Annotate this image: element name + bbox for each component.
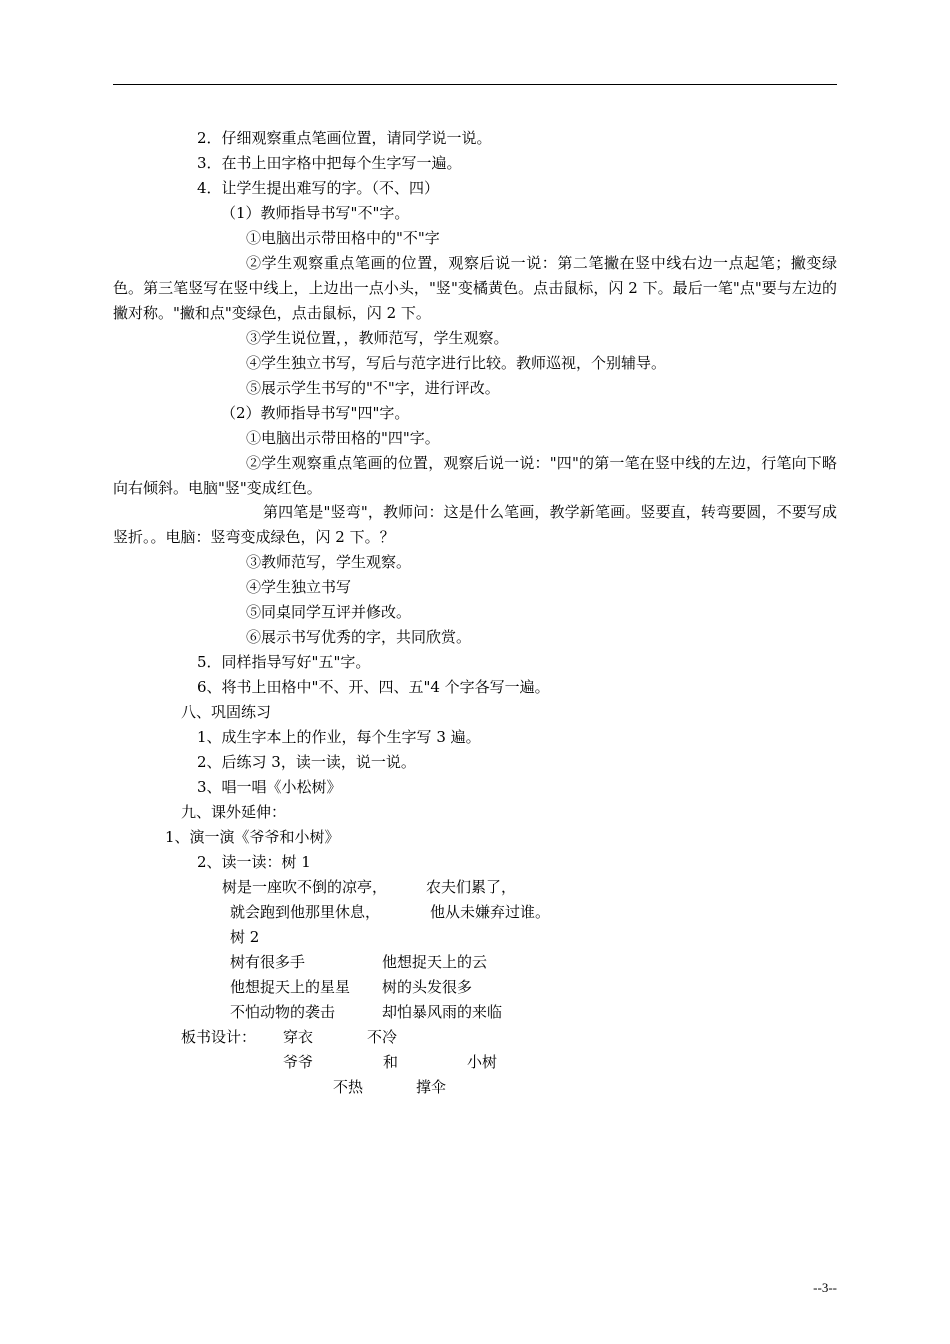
section-9-item-1: 1、演一演《爷爷和小树》 [165, 828, 340, 846]
board-bot-left: 不热 [333, 1078, 364, 1096]
poem1-line1-a: 树是一座吹不倒的凉亭， [222, 878, 388, 896]
section-9-heading: 九、课外延伸： [181, 803, 287, 821]
page-number: --3-- [813, 1280, 837, 1295]
step-2: 2．仔细观察重点笔画位置，请同学说一说。 [197, 129, 492, 147]
step-4: 4．让学生提出难写的字。（不、四） [197, 179, 440, 197]
substep-2-note: 第四笔是"竖弯"，教师问：这是什么笔画，教学新笔画。竖要直，转弯要圆，不要写成竖折。。电脑：竖弯变成绿色，闪 2 下。？ [113, 503, 837, 546]
section-8-item-2: 2、后练习 3，读一读，说一说。 [197, 753, 416, 771]
poem2-line1-a: 树有很多手 [230, 953, 306, 971]
substep-1-item-1: ①电脑出示带田格中的"不"字 [246, 229, 440, 247]
poem2-line2-b: 树的头发很多 [382, 978, 473, 996]
substep-1-item-4: ④学生独立书写，写后与范字进行比较。教师巡视，个别辅导。 [246, 354, 667, 372]
board-mid-center: 和 [383, 1053, 399, 1071]
poem2-line3-a: 不怕动物的袭击 [230, 1003, 336, 1021]
section-9-item-2: 2、读一读：树 1 [197, 853, 311, 871]
board-mid-right: 小树 [467, 1053, 498, 1071]
step-3: 3．在书上田字格中把每个生字写一遍。 [197, 154, 462, 172]
substep-2-item-1: ①电脑出示带田格的"四"字。 [246, 429, 440, 447]
poem2-title: 树 2 [230, 928, 260, 946]
step-5: 5．同样指导写好"五"字。 [197, 653, 371, 671]
section-8-heading: 八、巩固练习 [181, 703, 272, 721]
poem1-line1-b: 农夫们累了， [426, 878, 517, 896]
section-8-item-3: 3、唱一唱《小松树》 [197, 778, 342, 796]
substep-1-item-3: ③学生说位置，，教师范写，学生观察。 [246, 329, 509, 347]
step-6: 6、将书上田格中"不、开、四、五"4 个字各写一遍。 [197, 678, 550, 696]
substep-1-item-2: ②学生观察重点笔画的位置，观察后说一说：第二笔撇在竖中线右边一点起笔；撇变绿色。第三笔竖写在竖中线上，上边出一点小头，"竖"变橘黄色。点击鼠标，闪 2 下。最后一笔"点"要与左边的撇对称。"撇和点"变绿色，点击鼠标，闪 2 下。 [113, 254, 837, 322]
board-top-right: 不冷 [367, 1028, 398, 1046]
substep-1-item-5: ⑤展示学生书写的"不"字，进行评改。 [246, 379, 500, 397]
substep-2-item-5: ⑤同桌同学互评并修改。 [246, 603, 412, 621]
board-top-left: 穿衣 [283, 1028, 314, 1046]
substep-1-heading: （1）教师指导书写"不"字。 [221, 204, 410, 222]
header-rule [113, 84, 837, 85]
substep-2-heading: （2）教师指导书写"四"字。 [221, 404, 410, 422]
substep-2-item-3: ③教师范写，学生观察。 [246, 553, 412, 571]
substep-2-item-4: ④学生独立书写 [246, 578, 352, 596]
board-bot-right: 撑伞 [416, 1078, 447, 1096]
board-mid-left: 爷爷 [283, 1053, 314, 1071]
substep-2-item-6: ⑥展示书写优秀的字，共同欣赏。 [246, 628, 472, 646]
substep-2-item-2: ②学生观察重点笔画的位置，观察后说一说："四"的第一笔在竖中线的左边，行笔向下略向右倾斜。电脑"竖"变成红色。 [113, 454, 837, 497]
poem1-line2-b: 他从未嫌弃过谁。 [430, 903, 551, 921]
poem2-line1-b: 他想捉天上的云 [382, 953, 488, 971]
poem2-line2-a: 他想捉天上的星星 [230, 978, 351, 996]
section-8-item-1: 1、成生字本上的作业，每个生字写 3 遍。 [197, 728, 481, 746]
board-label: 板书设计： [181, 1028, 257, 1046]
poem2-line3-b: 却怕暴风雨的来临 [382, 1003, 503, 1021]
poem1-line2-a: 就会跑到他那里休息， [230, 903, 381, 921]
